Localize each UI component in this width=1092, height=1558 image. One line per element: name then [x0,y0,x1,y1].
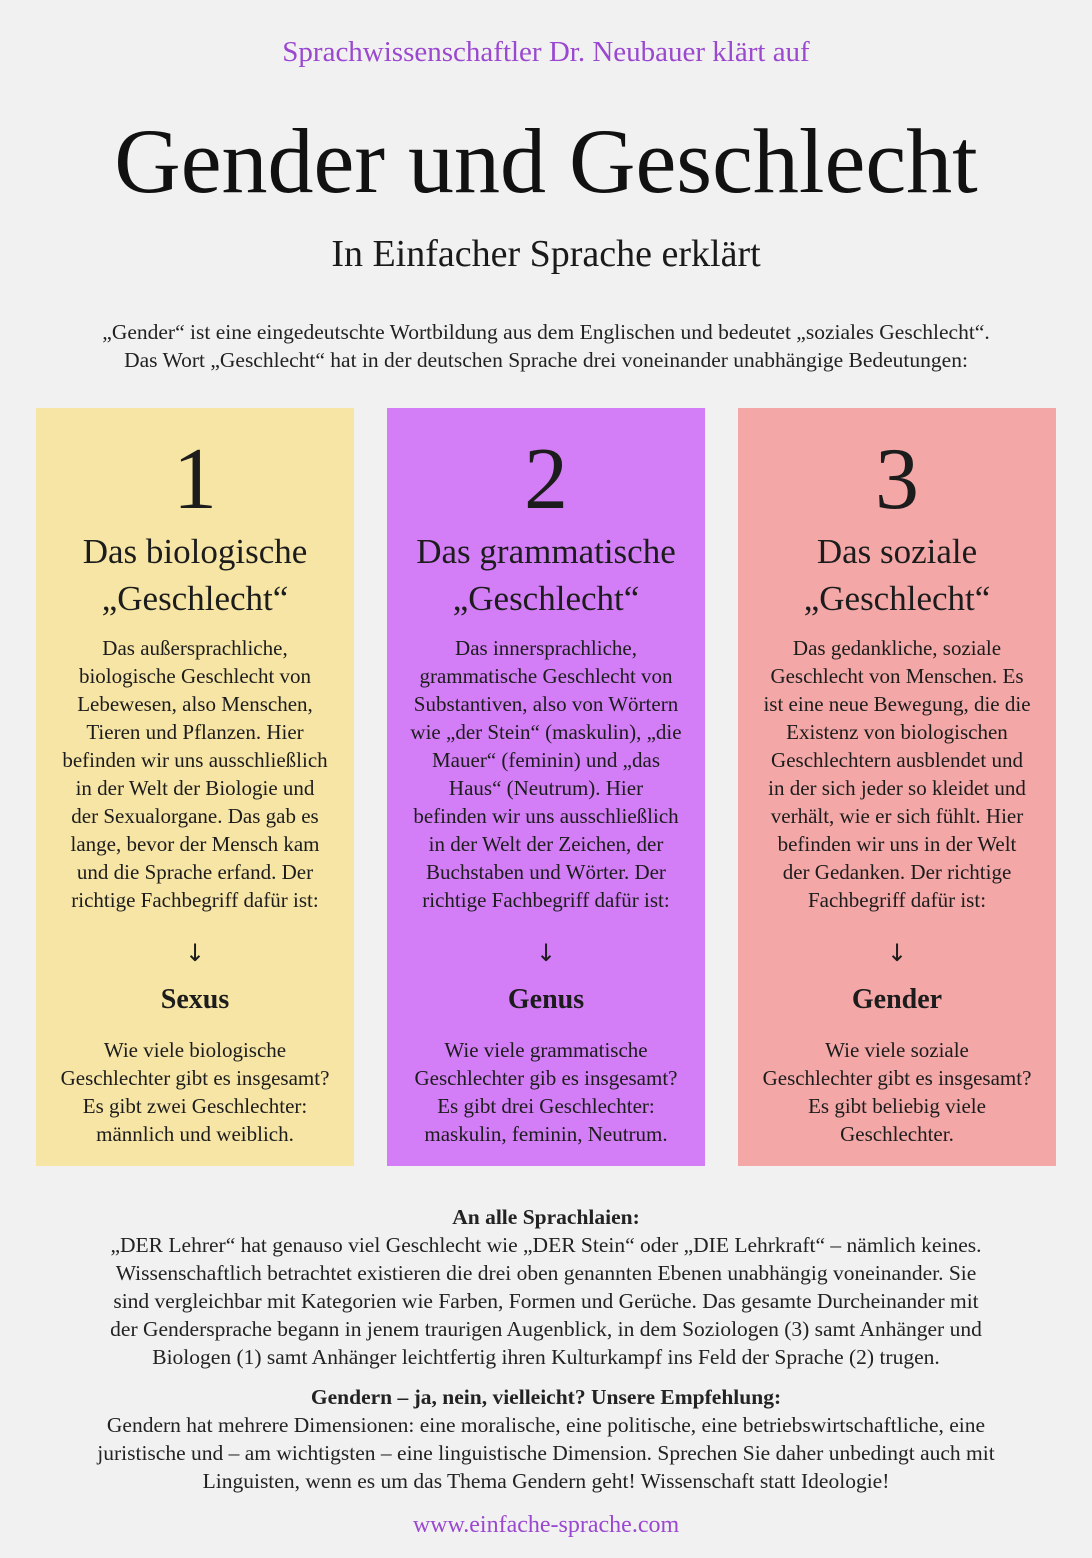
intro-paragraph [30,318,1062,374]
heading-line: „Geschlecht“ [452,579,640,618]
column-description [391,634,701,914]
desc-line: Buchstaben und Wörter. Der [426,860,666,884]
column-term: Sexus [160,984,230,1015]
desc-line: in der Welt der Zeichen, der [428,832,664,856]
column-heading [738,528,1056,622]
laien-line: der Gendersprache begann in jenem traurigen Augenblick, in dem Soziologen (3) samt Anhänger und [110,1317,982,1341]
desc-line: befinden wir uns in der Welt [777,832,1017,856]
laien-section [30,1203,1062,1371]
column-biological [36,408,354,1166]
empfehlung-title: Gendern – ja, nein, vielleicht? Unsere Empfehlung: [310,1385,782,1409]
page-title: Gender und Geschlecht [114,110,978,212]
column-answer [740,1036,1054,1148]
answer-line: Es gibt drei Geschlechter: [437,1094,655,1118]
desc-line: Das außersprachliche, [102,636,288,660]
answer-line: Wie viele grammatische [444,1038,648,1062]
answer-line: Wie viele soziale [825,1038,969,1062]
arrow-down-icon: ↓ [535,939,557,967]
desc-line: Lebewesen, also Menschen, [77,692,313,716]
empfehlung-line: Gendern hat mehrere Dimensionen: eine moralische, eine politische, eine betriebswirtschaftliche, eine [106,1413,986,1437]
empfehlung-line: Linguisten, wenn es um das Thema Gendern geht! Wissenschaft statt Ideologie! [202,1469,890,1493]
desc-line: Existenz von biologischen [786,720,1008,744]
empfehlung-section [30,1383,1062,1495]
desc-line: biologische Geschlecht von [78,664,312,688]
arrow-down-icon: ↓ [886,939,908,967]
column-heading [387,528,705,622]
answer-line: Wie viele biologische [103,1038,287,1062]
desc-line: richtige Fachbegriff dafür ist: [71,888,319,912]
laien-line: Wissenschaftlich betrachtet existieren die drei oben genannten Ebenen unabhängig voneinander. Sie [115,1261,977,1285]
desc-line: Das gedankliche, soziale [792,636,1002,660]
desc-line: Fachbegriff dafür ist: [807,888,987,912]
desc-line: richtige Fachbegriff dafür ist: [422,888,670,912]
desc-line: der Gedanken. Der richtige [782,860,1012,884]
column-term: Genus [507,984,585,1015]
column-answer [38,1036,352,1148]
answer-line: Es gibt beliebig viele [808,1094,986,1118]
page-subtitle: In Einfacher Sprache erklärt [331,233,761,275]
desc-line: befinden wir uns ausschließlich [413,804,679,828]
column-number: 3 [875,431,919,528]
laien-title: An alle Sprachlaien: [452,1205,640,1229]
heading-line: Das grammatische [416,532,676,571]
arrow-down-icon: ↓ [184,939,206,967]
kicker-text: Sprachwissenschaftler Dr. Neubauer klärt auf [282,36,810,68]
empfehlung-line: juristische und – am wichtigsten – eine linguistische Dimension. Sprechen Sie daher unbedingt auch mit [97,1441,995,1465]
desc-line: verhält, wie er sich fühlt. Hier [770,804,1024,828]
answer-line: Geschlechter gib es insgesamt? [414,1066,678,1090]
laien-line: Biologen (1) samt Anhänger leichtfertig ihren Kulturkampf ins Feld der Sprache (2) trugen. [152,1345,940,1369]
answer-line: Geschlechter gibt es insgesamt? [60,1066,330,1090]
column-number: 1 [173,431,217,528]
heading-line: „Geschlecht“ [101,579,289,618]
desc-line: der Sexualorgane. Das gab es [71,804,319,828]
laien-line: „DER Lehrer“ hat genauso viel Geschlecht wie „DER Stein“ oder „DIE Lehrkraft“ – nämlich keines. [110,1233,982,1257]
desc-line: grammatische Geschlecht von [419,664,673,688]
column-answer [389,1036,703,1148]
desc-line: Geschlechtern ausblendet und [771,748,1023,772]
desc-line: wie „der Stein“ (maskulin), „die [410,720,682,744]
column-description [40,634,350,914]
heading-line: Das soziale [816,532,978,571]
answer-line: Geschlechter. [840,1122,954,1146]
desc-line: lange, bevor der Mensch kam [70,832,320,856]
answer-line: maskulin, feminin, Neutrum. [424,1122,668,1146]
footer-url: www.einfache-sprache.com [412,1512,680,1538]
heading-line: „Geschlecht“ [803,579,991,618]
desc-line: in der Welt der Biologie und [75,776,315,800]
column-social [738,408,1056,1166]
column-number: 2 [524,431,568,528]
desc-line: Mauer“ (feminin) und „das [432,748,660,772]
intro-line: „Gender“ ist eine eingedeutschte Wortbildung aus dem Englischen und bedeutet „soziales Geschlecht“. [102,320,990,344]
laien-line: sind vergleichbar mit Kategorien wie Farben, Formen und Gerüche. Das gesamte Durcheinander mit [113,1289,979,1313]
desc-line: Geschlecht von Menschen. Es [770,664,1024,688]
desc-line: Haus“ (Neutrum). Hier [448,776,644,800]
desc-line: Substantiven, also von Wörtern [413,692,679,716]
answer-line: männlich und weiblich. [96,1122,294,1146]
desc-line: ist eine neue Bewegung, die die [763,692,1031,716]
column-heading [36,528,354,622]
answer-line: Geschlechter gibt es insgesamt? [762,1066,1032,1090]
intro-line: Das Wort „Geschlecht“ hat in der deutschen Sprache drei voneinander unabhängige Bedeutungen: [124,348,968,372]
desc-line: und die Sprache erfand. Der [76,860,314,884]
column-term: Gender [851,984,943,1015]
heading-line: Das biologische [82,532,308,571]
column-description [742,634,1052,914]
desc-line: Das innersprachliche, [455,636,637,660]
answer-line: Es gibt zwei Geschlechter: [82,1094,308,1118]
desc-line: in der sich jeder so kleidet und [768,776,1026,800]
desc-line: Tieren und Pflanzen. Hier [86,720,304,744]
column-grammatical [387,408,705,1166]
desc-line: befinden wir uns ausschließlich [62,748,328,772]
